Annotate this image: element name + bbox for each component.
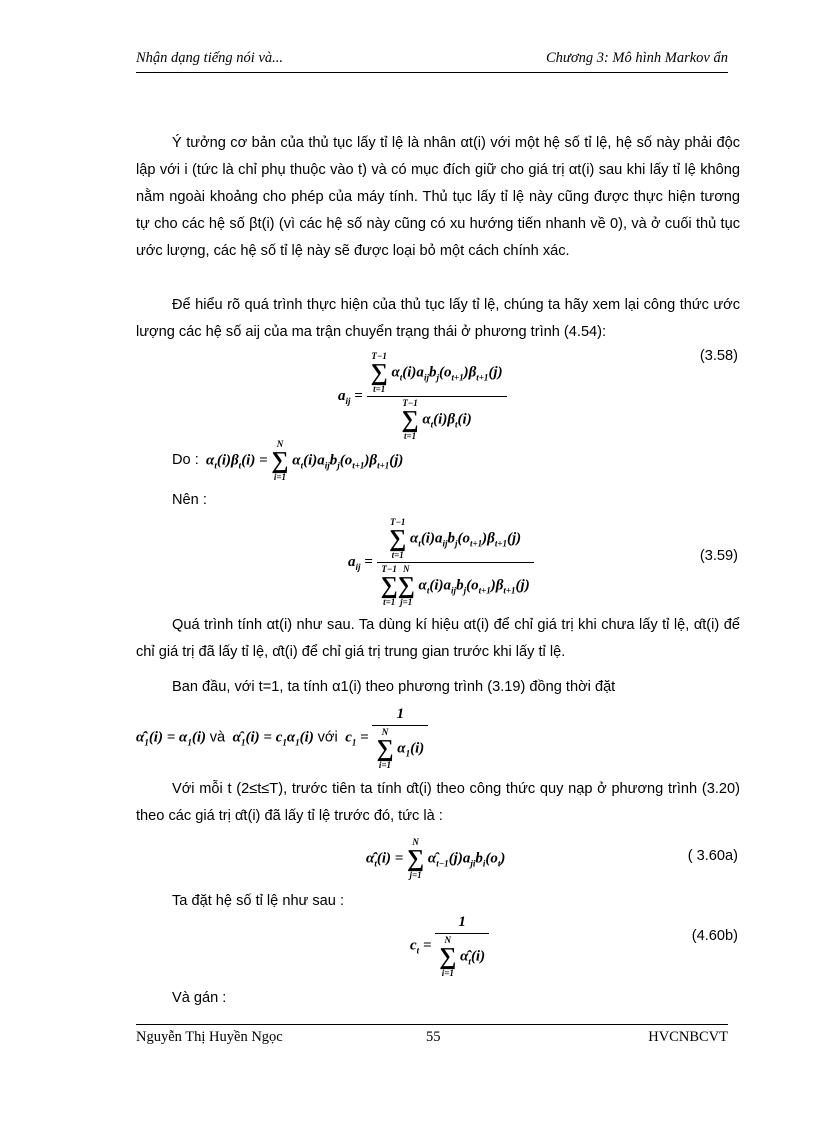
equation-3-60a: $\alphâ̂_t(i)$ = N ∑ j=1 $\alphâ_{t-1}(j)a_{ji}b_i(o_t)$ [366,837,506,880]
equation-initial: $\alphâ̂_1(i) = \alpha_1(i)$ và $\alphâ_1(i) = c_1\alpha_1(i)$ với $c_1$ = 1 N ∑ i=1 $\alpha_1(i)$ [136,706,428,770]
equation-3-59: $a_{ij}$ = T−1 ∑ t=1 $\alpha_t(i)a_{ij}b_j(o_{t+1})\beta_{t+1}(j)$ T−1 ∑ t=1 N ∑ j=1 $\alpha_t(i)a_{ij}b_j(o_{t+1})\beta_{t+1}(j)$ [348,518,534,607]
footer-org: HVCNBCVT [648,1029,728,1045]
header-right: Chương 3: Mô hình Markov ẩn [546,50,728,66]
footer-author: Nguyễn Thị Huyền Ngọc [136,1029,283,1045]
equation-do: $\alpha_t(i)\beta_t(i)$ = N ∑ i=1 $\alpha_t(i)a_{ij}b_j(o_{t+1})\beta_{t+1}(j)$ [206,439,404,482]
equation-number-3-59: (3.59) [699,548,738,564]
header-left: Nhận dạng tiếng nói và... [136,50,284,66]
paragraph-6: Ta đặt hệ số tỉ lệ như sau : [172,893,345,909]
equation-number-4-60b: (4.60b) [691,928,738,944]
paragraph-5: Với mỗi t (2≤t≤T), trước tiên ta tính α̂̂t(i) theo công thức quy nạp ở phương trình (3.20) theo các giá trị α̂t(i) đã lấy tỉ lệ trước đó, tức là : [136,781,740,824]
paragraph-2: Để hiểu rõ quá trình thực hiện của thủ tục lấy tỉ lệ, chúng ta hãy xem lại công thức ước lượng các hệ số aij của ma trận chuyển trạng thái ở phương trình (4.54): [136,297,740,340]
paragraph-7: Và gán : [172,990,227,1006]
page-footer [136,1024,728,1049]
page-header [136,48,728,73]
equation-number-3-60a: ( 3.60a) [687,848,738,864]
nen-label: Nên : [172,492,207,508]
paragraph-4: Ban đầu, với t=1, ta tính α1(i) theo phương trình (3.19) đồng thời đặt [172,679,616,695]
equation-number-3-58: (3.58) [699,348,738,364]
paragraph-1: Ý tưởng cơ bản của thủ tục lấy tỉ lệ là nhân αt(i) với một hệ số tỉ lệ, hệ số này phải độc lập với i (tức là chỉ phụ thuộc vào t) và có mục đích giữ cho giá trị αt(i) sau khi lấy tỉ lệ không nằm ngoài khoảng cho phép của máy tính. Thủ tục lấy tỉ lệ này cũng được thực hiện tương tự cho các hệ số βt(i) (vì các hệ số này cũng có xu hướng tiến nhanh về 0), và ở cuối thủ tục ước lượng, các hệ số tỉ lệ này sẽ được loại bỏ một cách chính xác. [136,135,740,259]
paragraph-3: Quá trình tính αt(i) như sau. Ta dùng kí hiệu αt(i) để chỉ giá trị khi chưa lấy tỉ lệ, α̂t(i) để chỉ giá trị đã lấy tỉ lệ, α̂̂t(i) để chỉ giá trị trung gian trước khi lấy tỉ lệ. [136,617,740,660]
va-word: và [209,729,226,746]
voi-word: với [317,729,338,746]
do-label: Do : [172,452,199,468]
equation-3-58: $a_{ij}$ = T−1 ∑ t=1 $\alpha_t(i)a_{ij}b_j(o_{t+1})\beta_{t+1}(j)$ T−1 ∑ t=1 $\alpha_t(i)\beta_t(i)$ [338,352,507,441]
equation-4-60b: $c_t$ = 1 N ∑ i=1 $\alphâ̂_t(i)$ [410,914,489,978]
footer-page-number: 55 [426,1029,441,1045]
